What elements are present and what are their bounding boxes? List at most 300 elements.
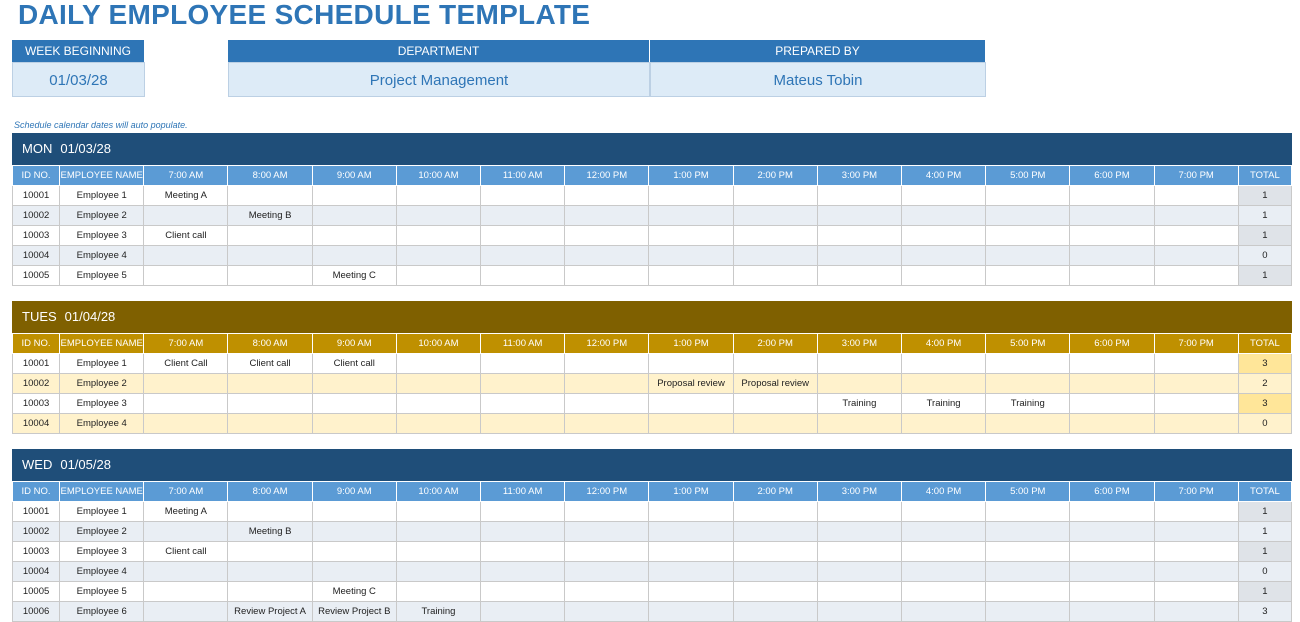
schedule-cell[interactable]: [144, 522, 228, 542]
schedule-cell[interactable]: [817, 266, 901, 286]
schedule-cell[interactable]: [1154, 562, 1238, 582]
schedule-cell[interactable]: [228, 562, 312, 582]
schedule-cell[interactable]: [396, 354, 480, 374]
schedule-cell[interactable]: Meeting A: [144, 502, 228, 522]
total-cell[interactable]: 0: [1238, 562, 1291, 582]
schedule-cell[interactable]: [144, 266, 228, 286]
schedule-cell[interactable]: [817, 542, 901, 562]
schedule-cell[interactable]: [901, 354, 985, 374]
schedule-cell[interactable]: [733, 354, 817, 374]
id-cell[interactable]: 10004: [13, 414, 60, 434]
total-cell[interactable]: 1: [1238, 582, 1291, 602]
schedule-cell[interactable]: Client Call: [144, 354, 228, 374]
employee-name-cell[interactable]: Employee 2: [60, 522, 144, 542]
employee-name-cell[interactable]: Employee 3: [60, 226, 144, 246]
schedule-cell[interactable]: [228, 542, 312, 562]
total-cell[interactable]: 3: [1238, 394, 1291, 414]
column-header: 11:00 AM: [481, 334, 565, 354]
schedule-cell[interactable]: [396, 394, 480, 414]
schedule-cell[interactable]: [1070, 266, 1154, 286]
schedule-cell[interactable]: [1070, 582, 1154, 602]
column-header: 10:00 AM: [396, 482, 480, 502]
schedule-cell[interactable]: [481, 414, 565, 434]
total-cell[interactable]: 1: [1238, 206, 1291, 226]
day-name: MON: [22, 141, 53, 156]
schedule-cell[interactable]: [817, 246, 901, 266]
schedule-cell[interactable]: [901, 542, 985, 562]
schedule-cell[interactable]: [228, 394, 312, 414]
employee-name-cell[interactable]: Employee 1: [60, 186, 144, 206]
schedule-cell[interactable]: [1070, 186, 1154, 206]
column-header: 9:00 AM: [312, 482, 396, 502]
schedule-cell[interactable]: [817, 562, 901, 582]
schedule-cell[interactable]: [565, 354, 649, 374]
schedule-cell[interactable]: [228, 414, 312, 434]
employee-name-cell[interactable]: Employee 2: [60, 206, 144, 226]
column-header: 7:00 PM: [1154, 334, 1238, 354]
schedule-cell[interactable]: [817, 414, 901, 434]
schedule-cell[interactable]: Meeting B: [228, 522, 312, 542]
schedule-cell[interactable]: [396, 374, 480, 394]
employee-name-cell[interactable]: Employee 4: [60, 246, 144, 266]
table-row: [13, 542, 1292, 562]
schedule-cell[interactable]: [649, 206, 733, 226]
schedule-cell[interactable]: [986, 502, 1070, 522]
total-cell[interactable]: 2: [1238, 374, 1291, 394]
schedule-cell[interactable]: [565, 374, 649, 394]
schedule-cell[interactable]: [312, 206, 396, 226]
prepared-by-label: PREPARED BY: [650, 40, 986, 62]
schedule-cell[interactable]: [733, 226, 817, 246]
department-label: DEPARTMENT: [228, 40, 650, 62]
schedule-cell[interactable]: [986, 522, 1070, 542]
schedule-cell[interactable]: [1154, 266, 1238, 286]
schedule-cell[interactable]: [481, 522, 565, 542]
schedule-cell[interactable]: [733, 206, 817, 226]
schedule-cell[interactable]: [817, 374, 901, 394]
column-header: ID NO.: [13, 482, 60, 502]
table-row: [13, 502, 1292, 522]
schedule-cell[interactable]: [144, 246, 228, 266]
schedule-cell[interactable]: [228, 266, 312, 286]
id-cell[interactable]: 10002: [13, 374, 60, 394]
total-cell[interactable]: 3: [1238, 354, 1291, 374]
id-cell[interactable]: 10004: [13, 562, 60, 582]
column-header-row: [13, 334, 1292, 354]
schedule-cell[interactable]: [565, 414, 649, 434]
employee-name-cell[interactable]: Employee 5: [60, 266, 144, 286]
schedule-cell[interactable]: [1154, 582, 1238, 602]
schedule-cell[interactable]: [733, 522, 817, 542]
schedule-cell[interactable]: [901, 246, 985, 266]
column-header: EMPLOYEE NAME: [60, 334, 144, 354]
schedule-cell[interactable]: [1154, 394, 1238, 414]
column-header: 2:00 PM: [733, 482, 817, 502]
schedule-cell[interactable]: [1070, 394, 1154, 414]
schedule-cell[interactable]: [144, 414, 228, 434]
id-cell[interactable]: 10003: [13, 394, 60, 414]
schedule-cell[interactable]: [312, 246, 396, 266]
schedule-cell[interactable]: [1070, 562, 1154, 582]
column-header: TOTAL: [1238, 482, 1291, 502]
table-row: [13, 186, 1292, 206]
schedule-cell[interactable]: [1070, 414, 1154, 434]
id-cell[interactable]: 10002: [13, 206, 60, 226]
schedule-cell[interactable]: [901, 414, 985, 434]
schedule-cell[interactable]: [228, 186, 312, 206]
schedule-cell[interactable]: [901, 522, 985, 542]
id-cell[interactable]: 10004: [13, 246, 60, 266]
column-header: 10:00 AM: [396, 334, 480, 354]
schedule-cell[interactable]: [312, 186, 396, 206]
schedule-cell[interactable]: [733, 246, 817, 266]
schedule-cell[interactable]: [733, 394, 817, 414]
schedule-cell[interactable]: [901, 226, 985, 246]
schedule-cell[interactable]: [481, 582, 565, 602]
schedule-cell[interactable]: [986, 542, 1070, 562]
id-cell[interactable]: 10005: [13, 266, 60, 286]
schedule-cell[interactable]: [144, 374, 228, 394]
day-header: [12, 301, 1292, 333]
schedule-cell[interactable]: [901, 374, 985, 394]
schedule-cell[interactable]: Training: [986, 394, 1070, 414]
schedule-cell[interactable]: [986, 266, 1070, 286]
schedule-cell[interactable]: [817, 186, 901, 206]
total-cell[interactable]: 1: [1238, 502, 1291, 522]
schedule-cell[interactable]: [565, 206, 649, 226]
table-row: [13, 414, 1292, 434]
total-cell[interactable]: 1: [1238, 522, 1291, 542]
table-row: [13, 206, 1292, 226]
column-header: ID NO.: [13, 166, 60, 186]
day-date: 01/03/28: [60, 141, 111, 156]
schedule-cell[interactable]: [565, 562, 649, 582]
id-cell[interactable]: 10001: [13, 502, 60, 522]
schedule-cell[interactable]: [396, 562, 480, 582]
total-cell[interactable]: 1: [1238, 186, 1291, 206]
week-beginning-label: WEEK BEGINNING: [12, 40, 145, 62]
schedule-cell[interactable]: Training: [396, 602, 480, 622]
id-cell[interactable]: 10001: [13, 354, 60, 374]
schedule-cell[interactable]: [1154, 522, 1238, 542]
schedule-cell[interactable]: [986, 582, 1070, 602]
schedule-cell[interactable]: [312, 414, 396, 434]
employee-name-cell[interactable]: Employee 1: [60, 502, 144, 522]
schedule-cell[interactable]: [228, 582, 312, 602]
schedule-cell[interactable]: Review Project B: [312, 602, 396, 622]
schedule-cell[interactable]: [228, 246, 312, 266]
schedule-cell[interactable]: [986, 354, 1070, 374]
schedule-cell[interactable]: [1070, 246, 1154, 266]
id-cell[interactable]: 10003: [13, 226, 60, 246]
schedule-cell[interactable]: [565, 522, 649, 542]
schedule-cell[interactable]: [481, 226, 565, 246]
schedule-cell[interactable]: [396, 582, 480, 602]
table-row: [13, 562, 1292, 582]
schedule-cell[interactable]: [228, 502, 312, 522]
schedule-cell[interactable]: [817, 522, 901, 542]
schedule-cell[interactable]: [649, 246, 733, 266]
schedule-cell[interactable]: [396, 522, 480, 542]
auto-populate-note: Schedule calendar dates will auto populate.: [14, 120, 188, 130]
table-row: [13, 354, 1292, 374]
table-row: [13, 374, 1292, 394]
schedule-cell[interactable]: [1154, 502, 1238, 522]
schedule-cell[interactable]: [1070, 206, 1154, 226]
schedule-cell[interactable]: [1070, 374, 1154, 394]
schedule-cell[interactable]: [312, 562, 396, 582]
schedule-cell[interactable]: [396, 266, 480, 286]
schedule-cell[interactable]: [817, 206, 901, 226]
employee-name-cell[interactable]: Employee 5: [60, 582, 144, 602]
schedule-cell[interactable]: Training: [817, 394, 901, 414]
table-row: [13, 246, 1292, 266]
schedule-cell[interactable]: [649, 266, 733, 286]
schedule-cell[interactable]: [986, 226, 1070, 246]
prepared-by-value[interactable]: Mateus Tobin: [650, 62, 986, 97]
schedule-cell[interactable]: [649, 394, 733, 414]
week-beginning-value[interactable]: 01/03/28: [12, 62, 145, 97]
schedule-cell[interactable]: [1154, 542, 1238, 562]
schedule-cell[interactable]: Proposal review: [733, 374, 817, 394]
column-header: 2:00 PM: [733, 166, 817, 186]
schedule-cell[interactable]: [144, 394, 228, 414]
schedule-cell[interactable]: [144, 206, 228, 226]
schedule-cell[interactable]: Meeting B: [228, 206, 312, 226]
schedule-cell[interactable]: Client call: [144, 226, 228, 246]
schedule-cell[interactable]: Client call: [144, 542, 228, 562]
schedule-cell[interactable]: Client call: [228, 354, 312, 374]
schedule-cell[interactable]: Review Project A: [228, 602, 312, 622]
schedule-cell[interactable]: [986, 246, 1070, 266]
schedule-cell[interactable]: Training: [901, 394, 985, 414]
schedule-cell[interactable]: [986, 374, 1070, 394]
schedule-cell[interactable]: [986, 414, 1070, 434]
column-header: 2:00 PM: [733, 334, 817, 354]
schedule-cell[interactable]: [396, 206, 480, 226]
schedule-cell[interactable]: [986, 186, 1070, 206]
schedule-cell[interactable]: [1070, 522, 1154, 542]
schedule-cell[interactable]: [1070, 226, 1154, 246]
schedule-cell[interactable]: [1154, 354, 1238, 374]
schedule-cell[interactable]: [144, 562, 228, 582]
id-cell[interactable]: 10002: [13, 522, 60, 542]
total-cell[interactable]: 0: [1238, 414, 1291, 434]
schedule-cell[interactable]: [396, 502, 480, 522]
schedule-cell[interactable]: [481, 502, 565, 522]
schedule-cell[interactable]: [649, 502, 733, 522]
schedule-cell[interactable]: [228, 226, 312, 246]
schedule-cell[interactable]: Client call: [312, 354, 396, 374]
column-header: 8:00 AM: [228, 334, 312, 354]
employee-name-cell[interactable]: Employee 4: [60, 562, 144, 582]
schedule-cell[interactable]: [565, 266, 649, 286]
table-row: [13, 226, 1292, 246]
schedule-cell[interactable]: [1070, 502, 1154, 522]
schedule-cell[interactable]: [565, 246, 649, 266]
column-header: 7:00 AM: [144, 166, 228, 186]
schedule-cell[interactable]: [649, 542, 733, 562]
page-title: DAILY EMPLOYEE SCHEDULE TEMPLATE: [18, 0, 591, 30]
column-header: 12:00 PM: [565, 482, 649, 502]
schedule-cell[interactable]: [986, 206, 1070, 226]
column-header: 5:00 PM: [986, 482, 1070, 502]
schedule-cell[interactable]: [565, 542, 649, 562]
schedule-cell[interactable]: Meeting C: [312, 582, 396, 602]
schedule-cell[interactable]: [1154, 186, 1238, 206]
table-row: [13, 582, 1292, 602]
schedule-cell[interactable]: [649, 582, 733, 602]
total-cell[interactable]: 1: [1238, 266, 1291, 286]
schedule-cell[interactable]: [312, 226, 396, 246]
schedule-cell[interactable]: [817, 582, 901, 602]
column-header: 12:00 PM: [565, 166, 649, 186]
schedule-cell[interactable]: [733, 414, 817, 434]
employee-name-cell[interactable]: Employee 2: [60, 374, 144, 394]
schedule-cell[interactable]: [733, 582, 817, 602]
department-value[interactable]: Project Management: [228, 62, 650, 97]
schedule-cell[interactable]: [901, 582, 985, 602]
schedule-cell[interactable]: [649, 354, 733, 374]
column-header: 7:00 AM: [144, 482, 228, 502]
schedule-cell[interactable]: [312, 542, 396, 562]
day-date: 01/04/28: [64, 309, 116, 324]
schedule-cell[interactable]: [312, 502, 396, 522]
total-cell[interactable]: 1: [1238, 542, 1291, 562]
schedule-cell[interactable]: Proposal review: [649, 374, 733, 394]
schedule-wed: [12, 449, 1292, 622]
column-header: 3:00 PM: [817, 166, 901, 186]
schedule-cell[interactable]: [565, 394, 649, 414]
schedule-cell[interactable]: [1070, 542, 1154, 562]
schedule-cell[interactable]: [901, 562, 985, 582]
employee-name-cell[interactable]: Employee 3: [60, 394, 144, 414]
column-header: 7:00 AM: [144, 334, 228, 354]
id-cell[interactable]: 10001: [13, 186, 60, 206]
schedule-cell[interactable]: [649, 522, 733, 542]
column-header: 1:00 PM: [649, 334, 733, 354]
schedule-cell[interactable]: [901, 266, 985, 286]
id-cell[interactable]: 10003: [13, 542, 60, 562]
schedule-cell[interactable]: [396, 414, 480, 434]
total-cell[interactable]: 3: [1238, 602, 1291, 622]
column-header: TOTAL: [1238, 334, 1291, 354]
schedule-cell[interactable]: [649, 226, 733, 246]
day-name: WED: [22, 457, 53, 472]
schedule-cell[interactable]: [396, 542, 480, 562]
day-header: [12, 133, 1292, 165]
schedule-cell[interactable]: Meeting A: [144, 186, 228, 206]
employee-name-cell[interactable]: Employee 3: [60, 542, 144, 562]
column-header: 4:00 PM: [901, 166, 985, 186]
schedule-cell[interactable]: [1154, 246, 1238, 266]
schedule-cell[interactable]: [228, 374, 312, 394]
schedule-cell[interactable]: [396, 186, 480, 206]
id-cell[interactable]: 10005: [13, 582, 60, 602]
column-header: 7:00 PM: [1154, 166, 1238, 186]
table-row: [13, 266, 1292, 286]
column-header-row: [13, 166, 1292, 186]
column-header: EMPLOYEE NAME: [60, 482, 144, 502]
id-cell[interactable]: 10006: [13, 602, 60, 622]
schedule-cell[interactable]: [1154, 226, 1238, 246]
total-cell[interactable]: 1: [1238, 226, 1291, 246]
schedule-cell[interactable]: [481, 206, 565, 226]
column-header: 6:00 PM: [1070, 166, 1154, 186]
column-header-row: [13, 482, 1292, 502]
schedule-cell[interactable]: [565, 582, 649, 602]
schedule-cell[interactable]: [481, 394, 565, 414]
schedule-cell[interactable]: [481, 354, 565, 374]
column-header: 4:00 PM: [901, 334, 985, 354]
column-header: 4:00 PM: [901, 482, 985, 502]
total-cell[interactable]: 0: [1238, 246, 1291, 266]
schedule-cell[interactable]: [817, 502, 901, 522]
schedule-cell[interactable]: [565, 186, 649, 206]
schedule-cell[interactable]: [396, 246, 480, 266]
schedule-cell[interactable]: [481, 246, 565, 266]
schedule-cell[interactable]: [312, 374, 396, 394]
schedule-table: [12, 165, 1292, 286]
schedule-cell[interactable]: [312, 522, 396, 542]
schedule-cell[interactable]: [649, 562, 733, 582]
schedule-cell[interactable]: [817, 226, 901, 246]
schedule-cell[interactable]: [901, 206, 985, 226]
schedule-cell[interactable]: [733, 502, 817, 522]
employee-name-cell[interactable]: Employee 1: [60, 354, 144, 374]
schedule-cell[interactable]: [649, 186, 733, 206]
schedule-cell[interactable]: [986, 562, 1070, 582]
schedule-cell[interactable]: [901, 186, 985, 206]
employee-name-cell[interactable]: Employee 4: [60, 414, 144, 434]
schedule-cell[interactable]: [312, 394, 396, 414]
schedule-cell[interactable]: [733, 266, 817, 286]
schedule-cell[interactable]: [1154, 374, 1238, 394]
schedule-cell[interactable]: [481, 542, 565, 562]
schedule-cell[interactable]: [817, 354, 901, 374]
column-header: 11:00 AM: [481, 166, 565, 186]
schedule-cell[interactable]: [481, 562, 565, 582]
column-header: 10:00 AM: [396, 166, 480, 186]
column-header: 6:00 PM: [1070, 334, 1154, 354]
schedule-cell[interactable]: [733, 562, 817, 582]
schedule-cell[interactable]: [481, 374, 565, 394]
employee-name-cell[interactable]: Employee 6: [60, 602, 144, 622]
schedule-cell[interactable]: [565, 226, 649, 246]
day-name: TUES: [22, 309, 57, 324]
schedule-cell[interactable]: [1154, 414, 1238, 434]
schedule-cell[interactable]: [144, 582, 228, 602]
schedule-cell[interactable]: [396, 226, 480, 246]
schedule-cell[interactable]: [1070, 354, 1154, 374]
column-header: 8:00 AM: [228, 166, 312, 186]
column-header: 9:00 AM: [312, 334, 396, 354]
schedule-cell[interactable]: [901, 502, 985, 522]
schedule-cell[interactable]: [733, 542, 817, 562]
schedule-cell[interactable]: Meeting C: [312, 266, 396, 286]
column-header: 6:00 PM: [1070, 482, 1154, 502]
schedule-cell[interactable]: [481, 186, 565, 206]
column-header: 8:00 AM: [228, 482, 312, 502]
column-header: 11:00 AM: [481, 482, 565, 502]
schedule-cell[interactable]: [733, 186, 817, 206]
schedule-cell[interactable]: [481, 266, 565, 286]
week-beginning-box: [12, 40, 145, 97]
schedule-cell[interactable]: [1154, 206, 1238, 226]
schedule-cell[interactable]: [649, 414, 733, 434]
schedule-cell[interactable]: [565, 502, 649, 522]
column-header: 1:00 PM: [649, 482, 733, 502]
